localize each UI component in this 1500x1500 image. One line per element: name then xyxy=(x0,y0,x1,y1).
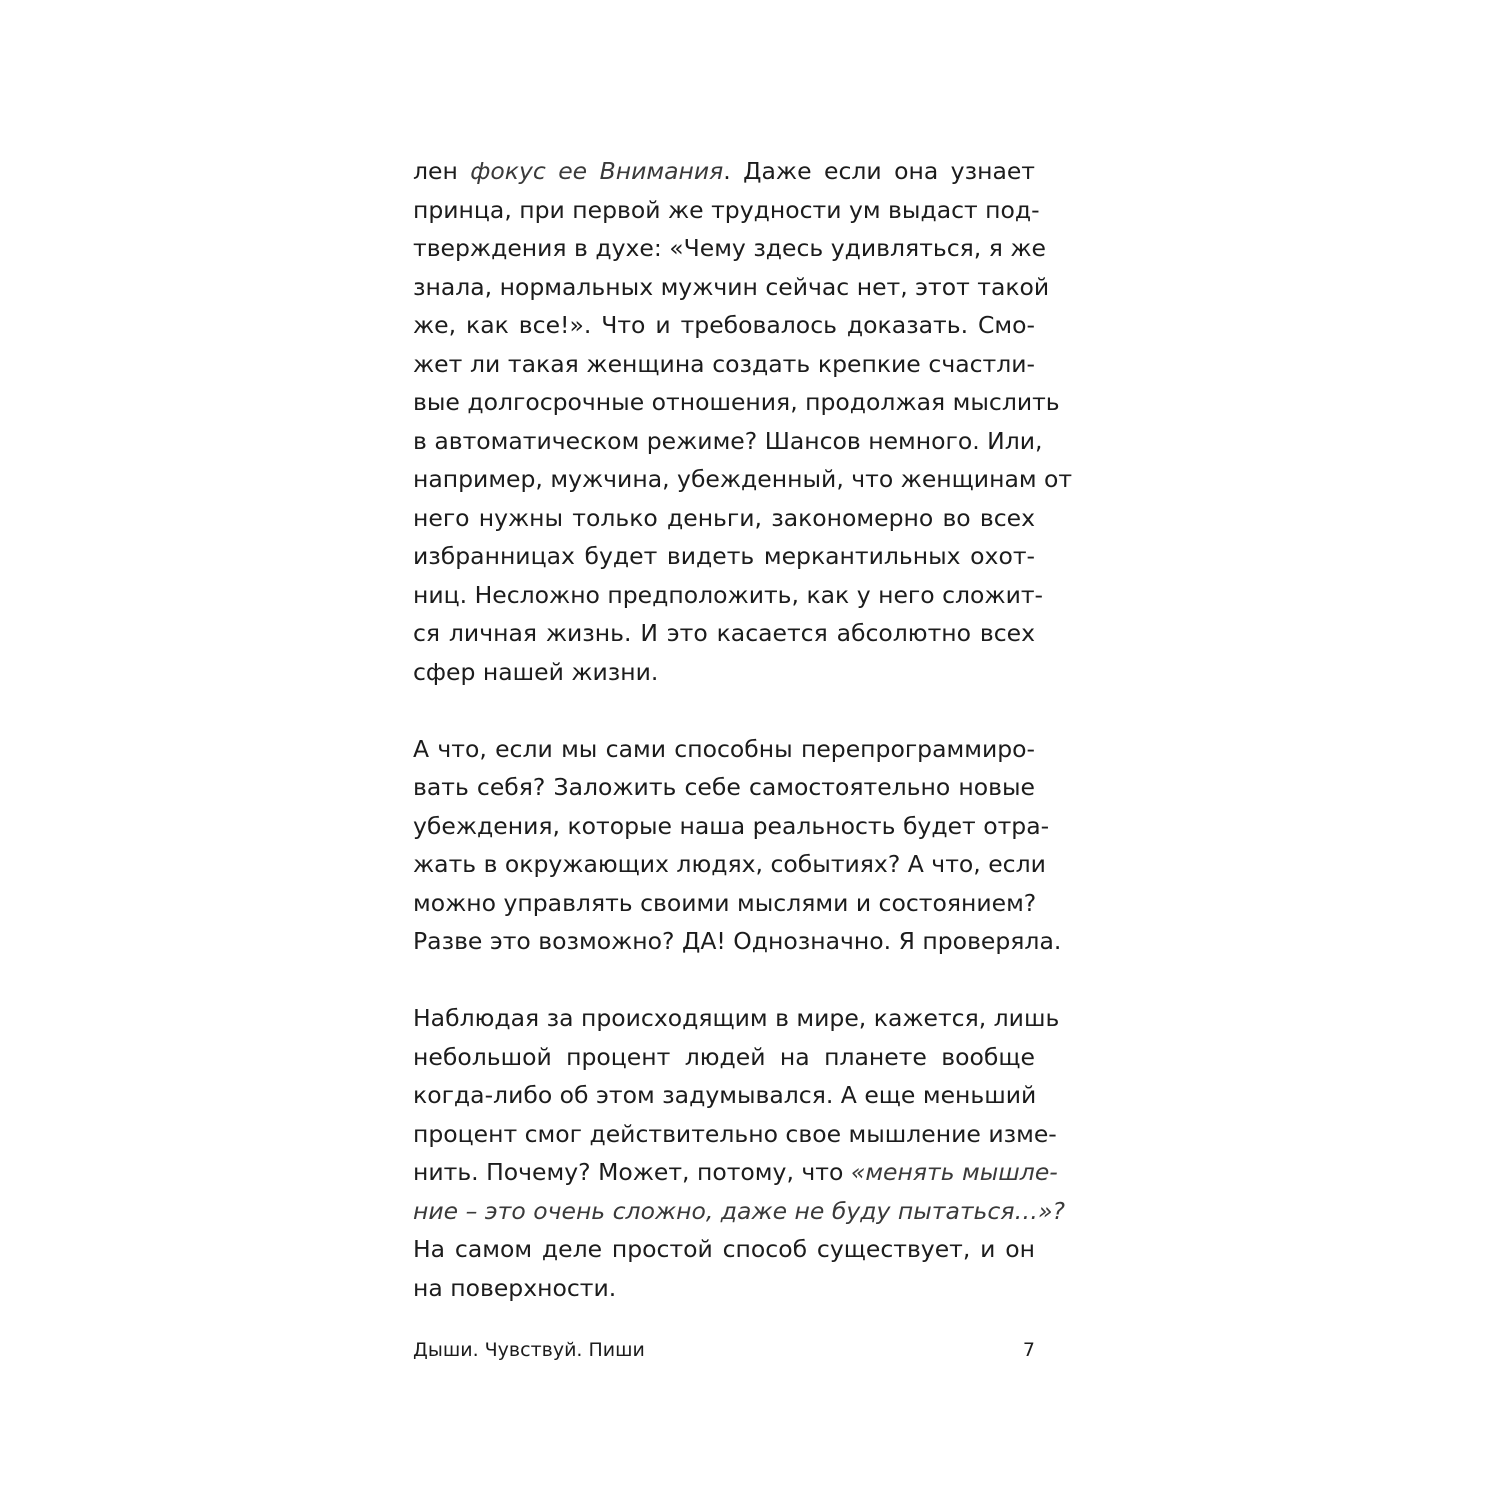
text-line: Разве это возможно? ДА! Однозначно. Я проверяла. xyxy=(413,927,1062,955)
text-line: на поверхности. xyxy=(413,1273,617,1302)
text-line: ся личная жизнь. И это касается абсолютно всех xyxy=(413,619,1035,647)
body-text xyxy=(413,152,1073,1307)
paragraph-1 xyxy=(413,152,1073,691)
text-line: Наблюдая за происходящим в мире, кажется, лишь xyxy=(413,1004,1060,1032)
italic-phrase: ние – это очень сложно, даже не буду пытаться…»? xyxy=(413,1196,1065,1225)
italic-phrase: «менять мышле- xyxy=(850,1158,1058,1186)
text-line: нить. Почему? Может, потому, что «менять мышле- xyxy=(413,1158,1058,1186)
text-line: процент смог действительно свое мышление изме- xyxy=(413,1119,1057,1148)
paragraph-2 xyxy=(413,730,1062,961)
text-line: На самом деле простой способ существует, и он xyxy=(413,1235,1035,1263)
italic-phrase: фокус ее Внимания xyxy=(470,157,724,185)
text-line: ниц. Несложно предположить, как у него сложит- xyxy=(413,580,1044,609)
text-line: небольшой процент людей на планете вообще xyxy=(413,1042,1035,1071)
text-line: жет ли такая женщина создать крепкие счастли- xyxy=(413,349,1035,378)
text-line: лен фокус ее Внимания. Даже если она узнает xyxy=(413,157,1035,185)
text-line: убеждения, которые наша реальность будет отра- xyxy=(413,811,1050,840)
text-line: принца, при первой же трудности ум выдаст под- xyxy=(413,195,1040,224)
text-line: сфер нашей жизни. xyxy=(413,657,659,686)
text-line: избранницах будет видеть меркантильных охот- xyxy=(413,542,1035,570)
text-line: знала, нормальных мужчин сейчас нет, этот такой xyxy=(413,272,1050,301)
paragraph-3 xyxy=(413,999,1065,1307)
text-line xyxy=(413,1192,1065,1231)
text-line: в автоматическом режиме? Шансов немного. Или, xyxy=(413,426,1043,455)
page-number: 7 xyxy=(1022,1339,1035,1361)
text-line: когда-либо об этом задумывался. А еще меньший xyxy=(413,1081,1037,1109)
text-line: тверждения в духе: «Чему здесь удивляться, я же xyxy=(413,234,1046,262)
running-title: Дыши. Чувствуй. Пиши xyxy=(413,1339,645,1361)
text-line: например, мужчина, убежденный, что женщинам от xyxy=(413,465,1073,493)
paragraph-gap xyxy=(413,961,1035,1000)
text-line: можно управлять своими мыслями и состоянием? xyxy=(413,888,1037,917)
text-line: же, как все!». Что и требовалось доказать. Смо- xyxy=(413,311,1035,339)
text-line: жать в окружающих людях, событиях? А что, если xyxy=(413,850,1046,878)
paragraph-gap xyxy=(413,691,1035,730)
text-line: вать себя? Заложить себе самостоятельно новые xyxy=(413,773,1035,801)
text-line: него нужны только деньги, закономерно во всех xyxy=(413,503,1035,532)
text-line: вые долгосрочные отношения, продолжая мыслить xyxy=(413,388,1060,416)
text-line: А что, если мы сами способны перепрограммиро- xyxy=(413,734,1035,763)
